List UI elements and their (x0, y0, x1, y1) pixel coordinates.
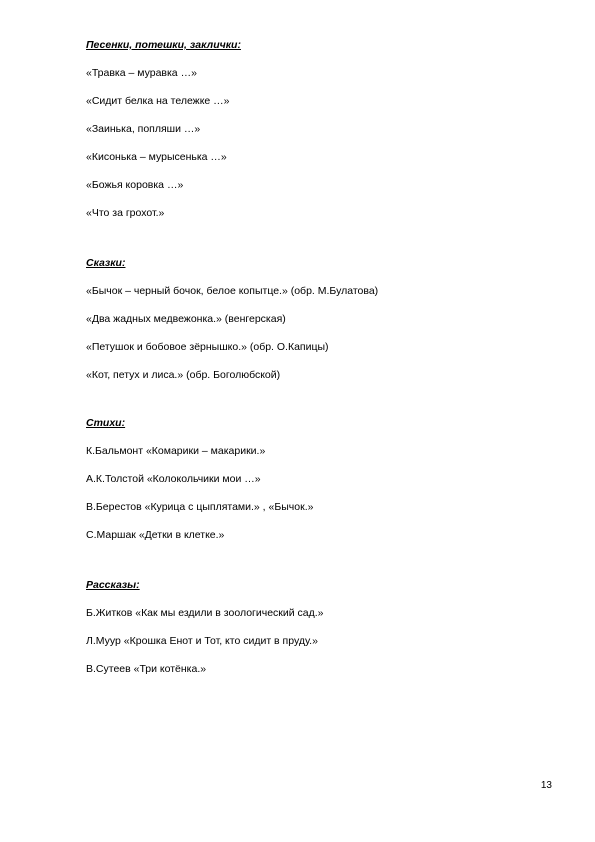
list-item: С.Маршак «Детки в клетке.» (86, 529, 225, 541)
list-item: «Кисонька – мурысенька …» (86, 151, 227, 163)
section-fairy-tales (86, 256, 556, 396)
section-heading: Рассказы: (86, 579, 140, 591)
list-item: А.К.Толстой «Колокольчики мои …» (86, 473, 261, 485)
list-item: «Два жадных медвежонка.» (венгерская) (86, 313, 286, 325)
list-item: В.Берестов «Курица с цыплятами.» , «Бычок.» (86, 501, 314, 513)
list-item: Б.Житков «Как мы ездили в зоологический сад.» (86, 607, 324, 619)
section-songs (86, 38, 556, 234)
section-heading: Песенки, потешки, заклички: (86, 39, 241, 51)
list-item: К.Бальмонт «Комарики – макарики.» (86, 445, 266, 457)
list-item: «Что за грохот.» (86, 207, 165, 219)
section-heading: Стихи: (86, 417, 126, 429)
page-number: 13 (540, 780, 552, 791)
list-item: «Сидит белка на тележке …» (86, 95, 230, 107)
list-item: «Травка – муравка …» (86, 67, 197, 79)
list-item: «Заинька, попляши …» (86, 123, 201, 135)
list-item: «Бычок – черный бочок, белое копытце.» (обр. М.Булатова) (86, 285, 379, 297)
section-heading: Сказки: (86, 257, 126, 269)
list-item: В.Сутеев «Три котёнка.» (86, 663, 207, 675)
list-item: «Петушок и бобовое зёрнышко.» (обр. О.Капицы) (86, 341, 329, 353)
section-poems (86, 416, 556, 556)
section-stories (86, 578, 556, 690)
list-item: Л.Муур «Крошка Енот и Тот, кто сидит в пруду.» (86, 635, 318, 647)
list-item: «Божья коровка …» (86, 179, 184, 191)
list-item: «Кот, петух и лиса.» (обр. Боголюбской) (86, 369, 281, 381)
